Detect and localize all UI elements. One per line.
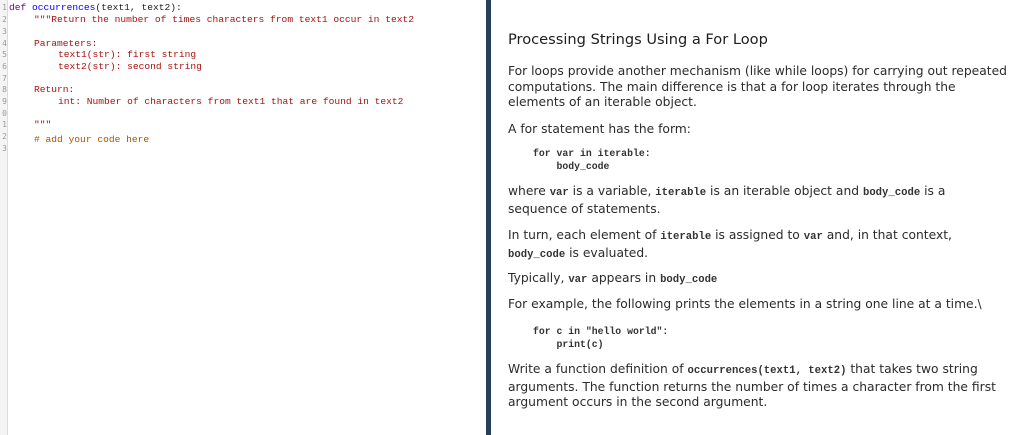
instructions-title: Processing Strings Using a For Loop — [508, 31, 768, 48]
code-line-signature — [9, 2, 182, 14]
code-docstring-params-header: Parameters: — [34, 38, 98, 49]
inline-code-body-code: body_code — [508, 248, 566, 261]
function-name: occurrences — [32, 2, 96, 13]
code-line: for c in "hello world": — [533, 326, 669, 337]
code-line: for var in iterable: — [533, 148, 651, 159]
text: is evaluated. — [565, 245, 649, 260]
line-number: 7 — [2, 74, 7, 83]
text: In turn, each element of — [508, 228, 661, 242]
code-example-hello-world — [533, 326, 668, 351]
paragraph-task — [508, 362, 1008, 411]
line-number: 6 — [2, 62, 7, 71]
text: is assigned to — [711, 228, 804, 242]
paragraph-where — [508, 184, 1008, 217]
line-number: 2 — [2, 15, 7, 24]
text: appears in — [587, 271, 661, 285]
line-number: 4 — [2, 39, 7, 48]
code-example-for-form — [533, 148, 651, 173]
code-line: print(c) — [533, 338, 604, 350]
inline-code-body-code: body_code — [660, 274, 718, 286]
code-docstring-summary: """Return the number of times characters from text1 occur in text2 — [34, 14, 414, 25]
def-keyword: def — [9, 2, 27, 13]
text: that takes two string arguments. The function returns the number of times a character from the first argument occurs in the second argument. — [508, 362, 996, 409]
code-docstring-return-desc: int: Number of characters from text1 that are found in text2 — [58, 96, 404, 107]
line-number: 3 — [2, 144, 7, 153]
paragraph-in-turn — [508, 228, 1008, 263]
text: is a variable, — [568, 184, 656, 198]
line-number: 9 — [2, 97, 7, 106]
text: and, in that context, — [822, 228, 952, 242]
code-docstring-return-header: Return: — [34, 84, 75, 95]
inline-code-var: var — [568, 274, 588, 286]
text: is an iterable object and — [706, 184, 863, 198]
inline-code-var: var — [549, 187, 569, 199]
text: is a sequence of statements. — [508, 184, 946, 216]
code-editor[interactable] — [0, 0, 486, 435]
line-number: 1 — [2, 120, 7, 129]
line-number: 2 — [2, 132, 7, 141]
line-number: 8 — [2, 85, 7, 94]
inline-code-signature: occurrences(text1, text2) — [687, 365, 847, 377]
code-docstring-param2: text2(str): second string — [58, 61, 202, 72]
paragraph-example: For example, the following prints the elements in a string one line at a time.\ — [508, 297, 982, 311]
text: where — [508, 184, 550, 198]
paragraph-form: A for statement has the form: — [508, 122, 691, 136]
line-number: 0 — [2, 109, 7, 118]
paragraph-intro: For loops provide another mechanism (like while loops) for carrying out repeated computations. The main difference is that a for loop iterates through the elements of an iterable object. — [508, 64, 1007, 109]
inline-code-var: var — [803, 231, 823, 243]
paragraph-typically — [508, 271, 1008, 289]
line-number-gutter — [0, 0, 8, 435]
inline-code-body-code: body_code — [862, 187, 921, 199]
inline-code-iterable: iterable — [655, 187, 707, 199]
line-number: 5 — [2, 50, 7, 59]
code-line: body_code — [533, 160, 610, 172]
code-docstring-close: """ — [34, 119, 52, 130]
instructions-panel — [491, 0, 1024, 435]
text: Typically, — [508, 271, 569, 285]
inline-code-iterable: iterable — [660, 231, 712, 243]
function-params: (text1, text2): — [95, 2, 182, 13]
line-number: 1 — [2, 3, 7, 12]
code-docstring-param1: text1(str): first string — [58, 49, 197, 60]
code-comment: # add your code here — [34, 134, 150, 145]
line-number: 3 — [2, 27, 7, 36]
text: Write a function definition of — [508, 362, 688, 376]
